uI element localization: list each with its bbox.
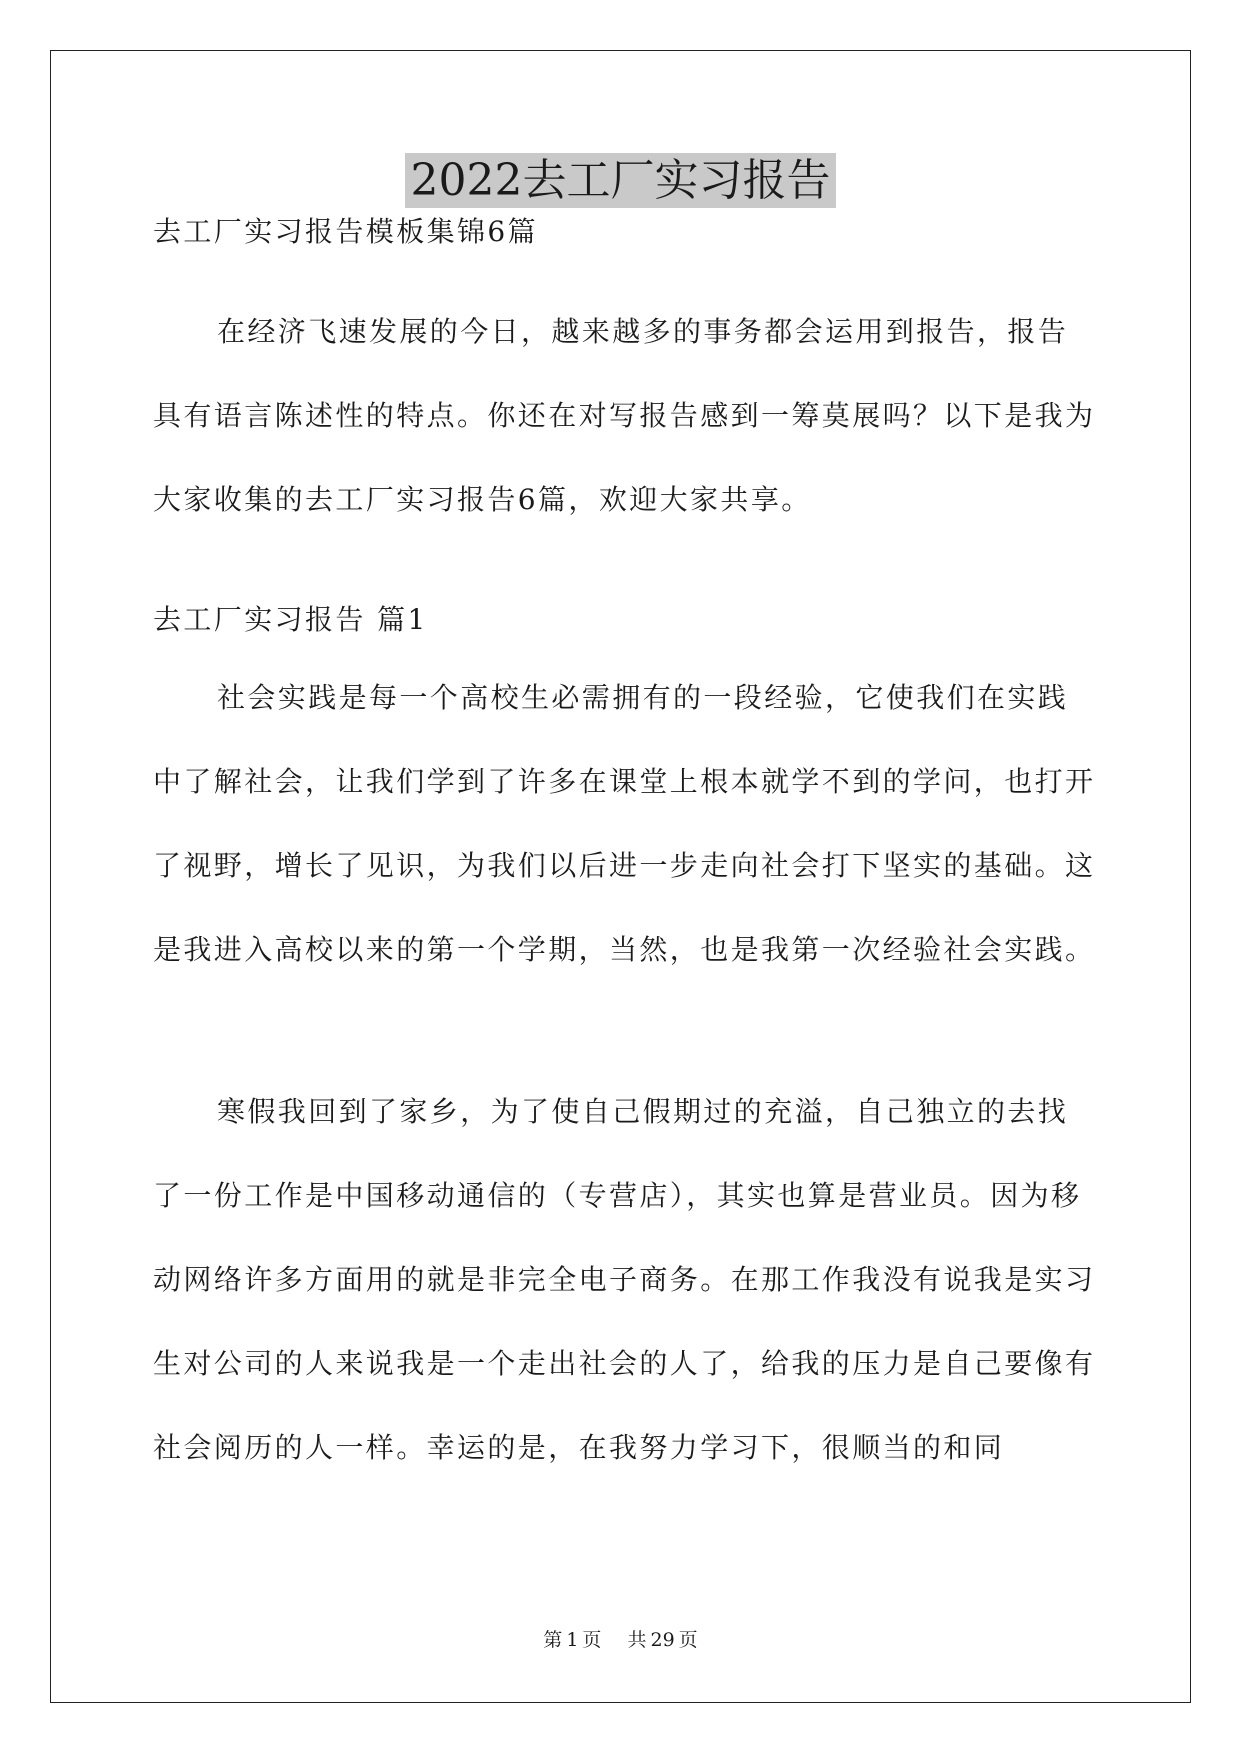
total-prefix: 共 xyxy=(627,1629,647,1651)
page-footer xyxy=(0,1628,1241,1652)
page-prefix: 第 xyxy=(543,1629,563,1651)
page-number: 1 xyxy=(566,1629,579,1651)
document-subtitle: 去工厂实习报告模板集锦6篇 xyxy=(153,215,539,248)
page-suffix: 页 xyxy=(582,1629,602,1651)
document-title xyxy=(0,150,1241,212)
total-pages: 29 xyxy=(650,1629,675,1651)
document-title-text: 2022去工厂实习报告 xyxy=(405,153,837,208)
intro-paragraph: 在经济飞速发展的今日，越来越多的事务都会运用到报告，报告具有语言陈述性的特点。你还在对写报告感到一筹莫展吗？以下是我为大家收集的去工厂实习报告6篇，欢迎大家共享。 xyxy=(153,315,1096,516)
section-1-paragraph-1: 社会实践是每一个高校生必需拥有的一段经验，它使我们在实践中了解社会，让我们学到了许多在课堂上根本就学不到的学问，也打开了视野，增长了见识，为我们以后进一步走向社会打下坚实的基础。这是我进入高校以来的第一个学期，当然，也是我第一次经验社会实践。 xyxy=(153,681,1096,966)
section-1-paragraph-2: 寒假我回到了家乡，为了使自己假期过的充溢，自己独立的去找了一份工作是中国移动通信的（专营店），其实也算是营业员。因为移动网络许多方面用的就是非完全电子商务。在那工作我没有说我是实习生对公司的人来说我是一个走出社会的人了，给我的压力是自己要像有社会阅历的人一样。幸运的是，在我努力学习下，很顺当的和同 xyxy=(153,1095,1096,1464)
total-suffix: 页 xyxy=(678,1629,698,1651)
section-1-heading: 去工厂实习报告 篇1 xyxy=(153,603,428,636)
